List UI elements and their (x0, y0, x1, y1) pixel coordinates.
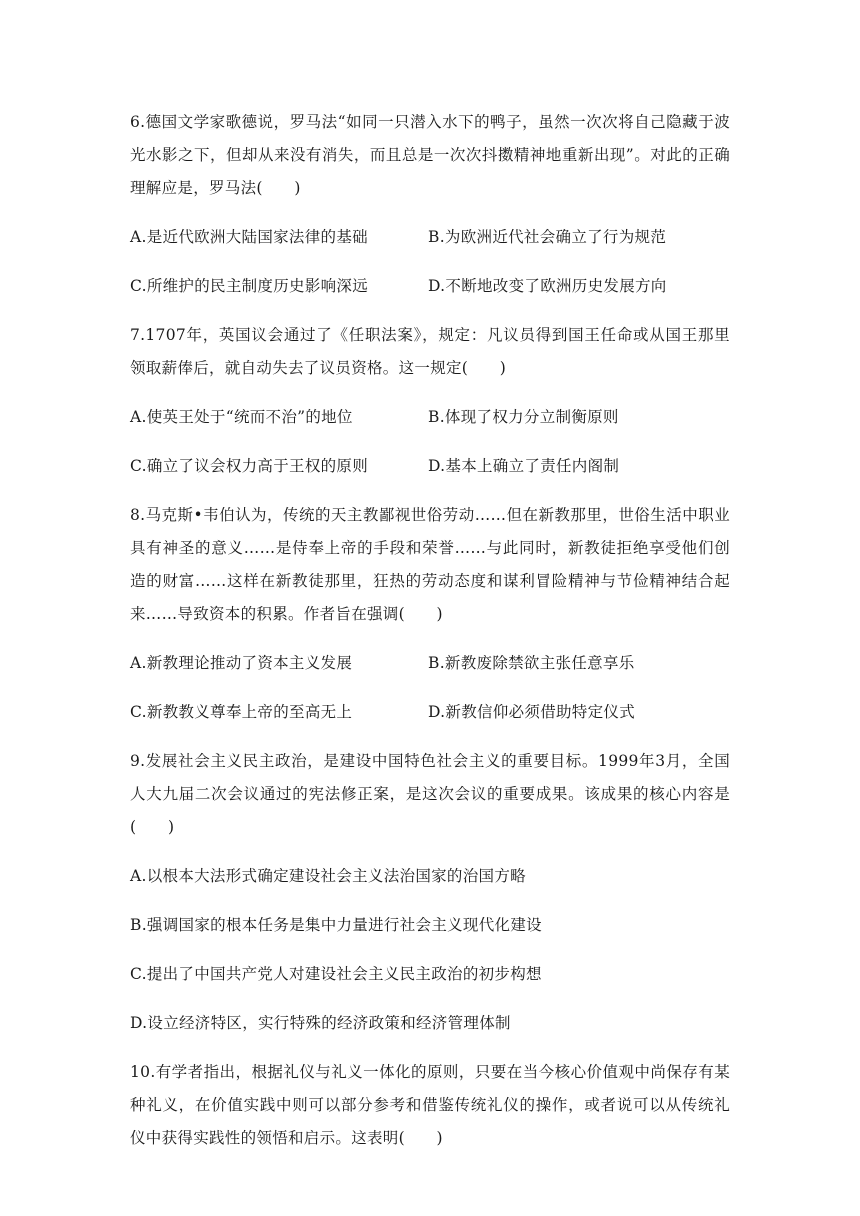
question-6 (130, 106, 730, 303)
options-list (130, 860, 730, 1040)
option-d: D.设立经济特区，实行特殊的经济政策和经济管理体制 (130, 1014, 511, 1032)
question-stem: 9.发展社会主义民主政治，是建设中国特色社会主义的重要目标。1999年3月，全国人大九届二次会议通过的宪法修正案，是这次会议的重要成果。该成果的核心内容是( ) (130, 752, 730, 836)
options-grid (130, 221, 730, 303)
option-c: C.新教教义尊奉上帝的至高无上 (130, 703, 353, 721)
option-a: A.使英王处于“统而不治”的地位 (130, 408, 353, 426)
question-stem: 6.德国文学家歌德说，罗马法“如同一只潜入水下的鸭子，虽然一次次将自己隐藏于波光水影之下，但却从来没有消失，而且总是一次次抖擞精神地重新出现”。对此的正确理解应是，罗马法( ) (130, 113, 730, 197)
option-b: B.强调国家的根本任务是集中力量进行社会主义现代化建设 (130, 916, 542, 934)
question-8 (130, 499, 730, 729)
options-grid (130, 401, 730, 483)
option-b: B.体现了权力分立制衡原则 (428, 408, 619, 426)
question-7 (130, 319, 730, 483)
exam-page (130, 106, 730, 1171)
option-a: A.是近代欧洲大陆国家法律的基础 (130, 228, 368, 246)
option-b: B.为欧洲近代社会确立了行为规范 (428, 228, 667, 246)
question-stem: 8.马克斯•韦伯认为，传统的天主教鄙视世俗劳动……但在新教那里，世俗生活中职业具有神圣的意义……是侍奉上帝的手段和荣誉……与此同时，新教徒拒绝享受他们创造的财富……这样在新教徒那里，狂热的劳动态度和谋利冒险精神与节俭精神结合起来……导致资本的积累。作者旨在强调( ) (130, 506, 730, 623)
option-d: D.不断地改变了欧洲历史发展方向 (428, 277, 667, 295)
option-c: C.确立了议会权力高于王权的原则 (130, 457, 369, 475)
question-stem: 7.1707年，英国议会通过了《任职法案》，规定：凡议员得到国王任命或从国王那里领取薪俸后，就自动失去了议员资格。这一规定( ) (130, 326, 730, 377)
option-b: B.新教废除禁欲主张任意享乐 (428, 654, 635, 672)
options-grid (130, 647, 730, 729)
option-a: A.新教理论推动了资本主义发展 (130, 654, 353, 672)
option-c: C.所维护的民主制度历史影响深远 (130, 277, 369, 295)
question-9 (130, 745, 730, 1040)
option-a: A.以根本大法形式确定建设社会主义法治国家的治国方略 (130, 867, 526, 885)
question-10 (130, 1056, 730, 1155)
option-c: C.提出了中国共产党人对建设社会主义民主政治的初步构想 (130, 965, 542, 983)
option-d: D.新教信仰必须借助特定仪式 (428, 703, 636, 721)
question-stem: 10.有学者指出，根据礼仪与礼义一体化的原则，只要在当今核心价值观中尚保存有某种礼义，在价值实践中则可以部分参考和借鉴传统礼仪的操作，或者说可以从传统礼仪中获得实践性的领悟和启示。这表明( ) (130, 1063, 730, 1147)
option-d: D.基本上确立了责任内阁制 (428, 457, 620, 475)
